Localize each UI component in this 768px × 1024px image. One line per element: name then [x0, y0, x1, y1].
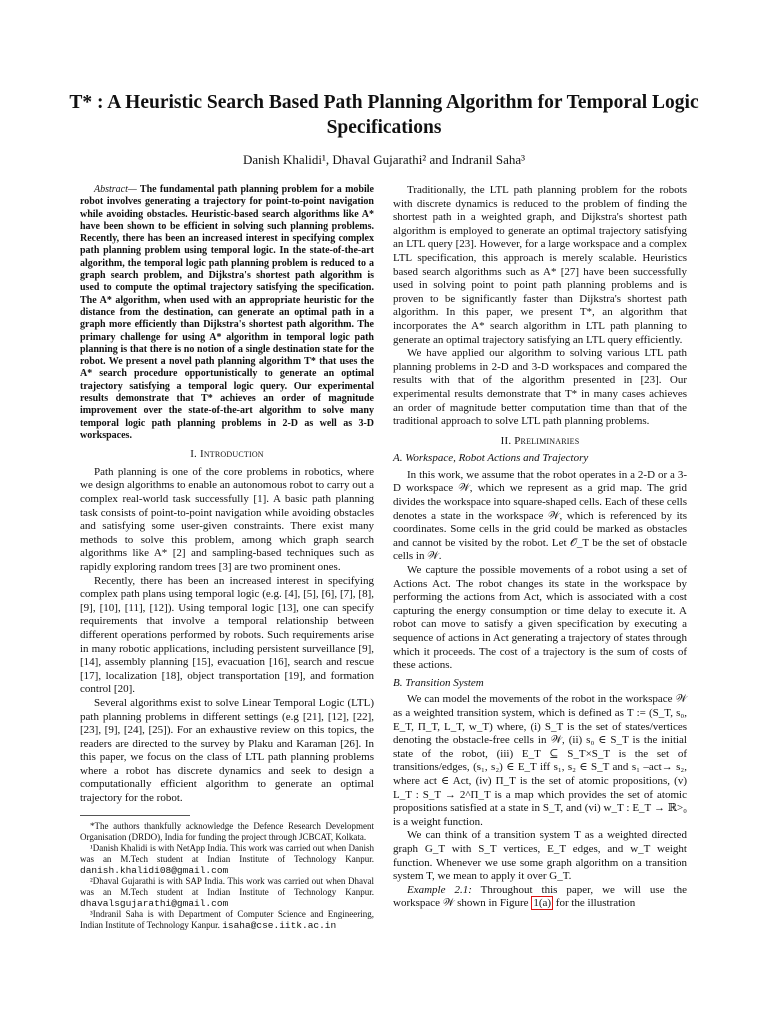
intro-paragraph-2: Recently, there has been an increased interest in specifying complex path plans using temporal logic (e.g. [4], [5], [6], [7], [8], [9], [10], [11], [12]). Using temporal logic [13], one can specify requirements that involve a temporal relationship between different operations performed by robots. Such requirements arise in many robotic applications, including persistent surveillance [9], [14], assembly planning [15], evacuation [16], search and rescue [17], localization [18], object transportation [19], and formation control [20].: [80, 574, 374, 696]
example-text-b: for the illustration: [553, 897, 636, 910]
figure-reference-link[interactable]: 1(a): [533, 897, 552, 910]
footnote-author-1: [80, 843, 374, 876]
paper-title: T* : A Heuristic Search Based Path Planning Algorithm for Temporal Logic Specifications: [69, 92, 699, 138]
intro-paragraph-3: Several algorithms exist to solve Linear Temporal Logic (LTL) path planning problems in different settings (e.g [21], [12], [22], [23], [9], [24], [25]). For an exhaustive review on this topics, the readers are directed to the survey by Plaku and Karaman [26]. In this paper, we focus on the class of LTL path planning problems where a robot has discrete dynamics and seek to design a computationally efficient algorithm to generate an optimal trajectory for the robot.: [80, 696, 374, 805]
subsection-heading-transition-system: B. Transition System: [393, 676, 484, 689]
footnote-author-2: [80, 876, 374, 909]
transition-paragraph-1: We can model the movements of the robot in the workspace 𝒲 as a weighted transition system, which is defined as T := (S_T, s₀, E_T, Π_T, L_T, w_T) where, (i) S_T is the set of states/vertices denoting the obstacle-free cells in 𝒲, (ii) s₀ ∈ S_T is the initial state of the robot, (iii) E_T ⊆ S_T×S_T is the set of transitions/edges, (s₁, s₂) ∈ E_T iff s₁, s₂ ∈ S_T and s₁ –act→ s₂, where act ∈ Act, (iv) Π_T is the set of atomic propositions, (v) L_T : S_T → 2^Π_T is a map which provides the set of atomic propositions satisfied at a state in S_T, and (vi) w_T : E_T → ℝ>₀ is a weight function.: [393, 693, 687, 828]
abstract-text: The fundamental path planning problem for a mobile robot involves generating a trajectory for point-to-point navigation while avoiding obstacles. Heuristic-based search algorithms like A* have been shown to be efficient in solving such planning problems. Recently, there has been an increased interest in specifying complex path planning problem using temporal logic. In the state-of-the-art algorithm, the temporal logic path planning problem is reduced to a graph search problem, and Dijkstra's shortest path algorithm is used to compute the optimal trajectory satisfying the specification. The A* algorithm, when used with an appropriate heuristic for the distance from the destination, can generate an optimal path in a graph more efficiently than Dijkstra's shortest path algorithm. The primary challenge for using A* algorithm in temporal logic path planning is that there is no notion of a single destination state for the robot. We present a novel path planning algorithm T* that uses the A* search procedure opportunistically to generate an optimal trajectory satisfying a temporal logic query. Our experimental results demonstrate that T* achieves an order of magnitude improvement over the state-of-the-art algorithm to solve many temporal logic path planning problems in 2-D as well as 3-D workspaces.: [80, 184, 374, 441]
footnote-rule: [80, 815, 190, 816]
section-heading-preliminaries: II. Preliminaries: [500, 434, 580, 447]
workspace-paragraph-1: In this work, we assume that the robot operates in a 2-D or a 3-D workspace 𝒲, which we represent as a grid map. The grid divides the workspace into square-shaped cells. Each of these cells denotes a state in the workspace 𝒲, which is referenced by its coordinates. Some cells in the grid could be marked as obstacles and cannot be visited by the robot. Let 𝒪_T be the set of obstacle cells in 𝒲.: [393, 468, 687, 563]
right-paragraph-2: We have applied our algorithm to solving various LTL path planning problems in 2-D and 3-D workspaces and compared the results with that of the algorithm presented in [23]. Our experimental results demonstrate that T* in many cases achieves an order of magnitude better computation time than that of the traditional approach to solve LTL path planning problems.: [393, 347, 687, 428]
footnote-author-2-text: ²Dhaval Gujarathi is with SAP India. This work was carried out when Dhaval was an M.Tech student at Indian Institute of Technology Kanpur.: [80, 875, 374, 897]
email-author-3[interactable]: isaha@cse.iitk.ac.in: [222, 919, 337, 931]
footnote-author-3: [80, 909, 374, 931]
example-paragraph: [393, 884, 687, 911]
abstract-label: Abstract—: [94, 184, 137, 195]
footnote-author-1-text: ¹Danish Khalidi is with NetApp India. This work was carried out when Danish was an M.Tech student at Indian Institute of Technology Kanpur.: [80, 842, 374, 864]
email-author-1[interactable]: danish.khalidi08@gmail.com: [80, 864, 229, 876]
workspace-paragraph-2: We capture the possible movements of a robot using a set of Actions Act. The robot changes its state in the workspace by performing the actions from Act, which is associated with a cost capturing the energy consumption or time delay to execute it. A robot can move to satisfy a given specification by executing a sequence of actions in Act generating a trajectory of states through which it proceeds. The cost of a trajectory is the sum of costs of these actions.: [393, 564, 687, 672]
intro-paragraph-1: Path planning is one of the core problems in robotics, where we design algorithms to enable an autonomous robot to carry out a complex real-world task successfully [1]. A basic path planning task consists of point-to-point navigation while avoiding obstacles and satisfying some user-given constraints. There exist many methods to solve this problem, among which graph search algorithms like A* [2] and sampling-based techniques such as rapidly exploring random trees [3] are two prominent ones.: [80, 465, 374, 573]
section-heading-introduction: I. Introduction: [190, 448, 264, 461]
example-label: Example 2.1:: [407, 883, 472, 896]
email-author-2[interactable]: dhavalsgujarathi@gmail.com: [80, 897, 229, 909]
author-list: Danish Khalidi¹, Dhaval Gujarathi² and Indranil Saha³: [242, 152, 526, 167]
subsection-heading-workspace: A. Workspace, Robot Actions and Trajectory: [393, 452, 589, 465]
left-column: [80, 184, 374, 931]
footnote-funding: *The authors thankfully acknowledge the Defence Research Development Organisation (DRDO), India for funding the project through JCBCAT, Kolkata.: [80, 820, 374, 842]
abstract: [80, 184, 374, 442]
transition-paragraph-2: We can think of a transition system T as a weighted directed graph G_T with S_T vertices, E_T edges, and w_T weight function. Whenever we use some graph algorithm on a transition system T, we mean to apply it over G_T.: [393, 829, 687, 883]
right-column: [393, 184, 687, 911]
right-paragraph-1: Traditionally, the LTL path planning problem for the robots with discrete dynamics is reduced to the problem of finding the shortest path in a weighted graph, and Dijkstra's shortest path algorithm is employed to generate an optimal trajectory satisfying an LTL query [23]. However, for a large workspace and a complex LTL specification, this approach is merely scalable. Heuristics based search algorithms such as A* [27] have been successfully used in solving point to point path planning problems and is proven to be significantly faster than Dijkstra's shortest path algorithm. In this paper, we present T*, an algorithm that incorporates the A* search algorithm in LTL path planning to generate an optimal trajectory satisfying an LTL query efficiently.: [393, 184, 687, 346]
footnote-author-3-text: ³Indranil Saha is with Department of Computer Science and Engineering, Indian Institute of Technology Kanpur.: [80, 908, 374, 930]
example-text-a: Throughout this paper, we will use the workspace 𝒲 shown in Figure: [393, 883, 687, 910]
